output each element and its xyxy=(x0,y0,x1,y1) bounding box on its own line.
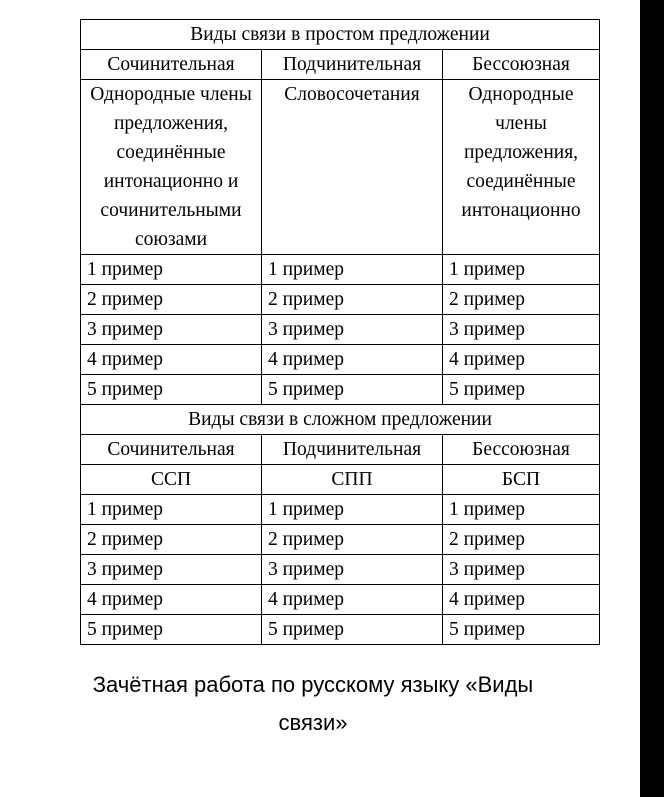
table-row xyxy=(81,585,600,615)
example-cell: 1 пример xyxy=(443,495,600,525)
example-cell: 3 пример xyxy=(81,315,262,345)
example-cell: 3 пример xyxy=(443,555,600,585)
simple-section-title: Виды связи в простом предложении xyxy=(81,20,600,50)
complex-header-row xyxy=(81,435,600,465)
example-cell: 2 пример xyxy=(262,285,443,315)
complex-abbreviation-row xyxy=(81,465,600,495)
table-row xyxy=(81,375,600,405)
example-cell: 3 пример xyxy=(262,555,443,585)
example-cell: 1 пример xyxy=(443,255,600,285)
simple-header-row xyxy=(81,50,600,80)
complex-header-subordinating: Подчинительная xyxy=(262,435,443,465)
example-cell: 1 пример xyxy=(262,495,443,525)
example-cell: 2 пример xyxy=(262,525,443,555)
example-cell: 4 пример xyxy=(262,585,443,615)
simple-description-coordinating: Однородные члены предложения, соединённые интонационно и сочинительными союзами xyxy=(81,80,262,255)
example-cell: 5 пример xyxy=(443,375,600,405)
table-row xyxy=(81,555,600,585)
example-cell: 5 пример xyxy=(81,615,262,645)
example-cell: 5 пример xyxy=(262,375,443,405)
example-cell: 2 пример xyxy=(443,285,600,315)
table-row xyxy=(81,525,600,555)
right-edge-bar xyxy=(640,0,664,797)
caption-line-1: Зачётная работа по русскому языку «Виды xyxy=(92,672,534,697)
table-row xyxy=(81,615,600,645)
complex-header-asyndetic: Бессоюзная xyxy=(443,435,600,465)
simple-header-subordinating: Подчинительная xyxy=(262,50,443,80)
abbreviation-spp: СПП xyxy=(262,465,443,495)
caption-line-2: связи» xyxy=(278,710,348,735)
complex-header-coordinating: Сочинительная xyxy=(81,435,262,465)
simple-title-row xyxy=(81,20,600,50)
simple-header-coordinating: Сочинительная xyxy=(81,50,262,80)
example-cell: 5 пример xyxy=(81,375,262,405)
example-cell: 1 пример xyxy=(81,255,262,285)
example-cell: 4 пример xyxy=(443,345,600,375)
table-row xyxy=(81,285,600,315)
table-row xyxy=(81,495,600,525)
connection-types-table xyxy=(80,19,600,645)
simple-description-row xyxy=(81,80,600,255)
simple-description-subordinating: Словосочетания xyxy=(262,80,443,255)
example-cell: 5 пример xyxy=(262,615,443,645)
simple-description-asyndetic: Однородные члены предложения, соединённые интонационно xyxy=(443,80,600,255)
abbreviation-bsp: БСП xyxy=(443,465,600,495)
example-cell: 3 пример xyxy=(81,555,262,585)
table-row xyxy=(81,345,600,375)
example-cell: 1 пример xyxy=(81,495,262,525)
abbreviation-ssp: ССП xyxy=(81,465,262,495)
complex-title-row xyxy=(81,405,600,435)
example-cell: 2 пример xyxy=(81,525,262,555)
table-row xyxy=(81,315,600,345)
example-cell: 1 пример xyxy=(262,255,443,285)
example-cell: 4 пример xyxy=(81,345,262,375)
example-cell: 4 пример xyxy=(81,585,262,615)
example-cell: 3 пример xyxy=(443,315,600,345)
example-cell: 4 пример xyxy=(262,345,443,375)
example-cell: 2 пример xyxy=(443,525,600,555)
example-cell: 4 пример xyxy=(443,585,600,615)
document-caption xyxy=(0,666,626,742)
example-cell: 5 пример xyxy=(443,615,600,645)
table-row xyxy=(81,255,600,285)
example-cell: 3 пример xyxy=(262,315,443,345)
example-cell: 2 пример xyxy=(81,285,262,315)
complex-section-title: Виды связи в сложном предложении xyxy=(81,405,600,435)
simple-header-asyndetic: Бессоюзная xyxy=(443,50,600,80)
